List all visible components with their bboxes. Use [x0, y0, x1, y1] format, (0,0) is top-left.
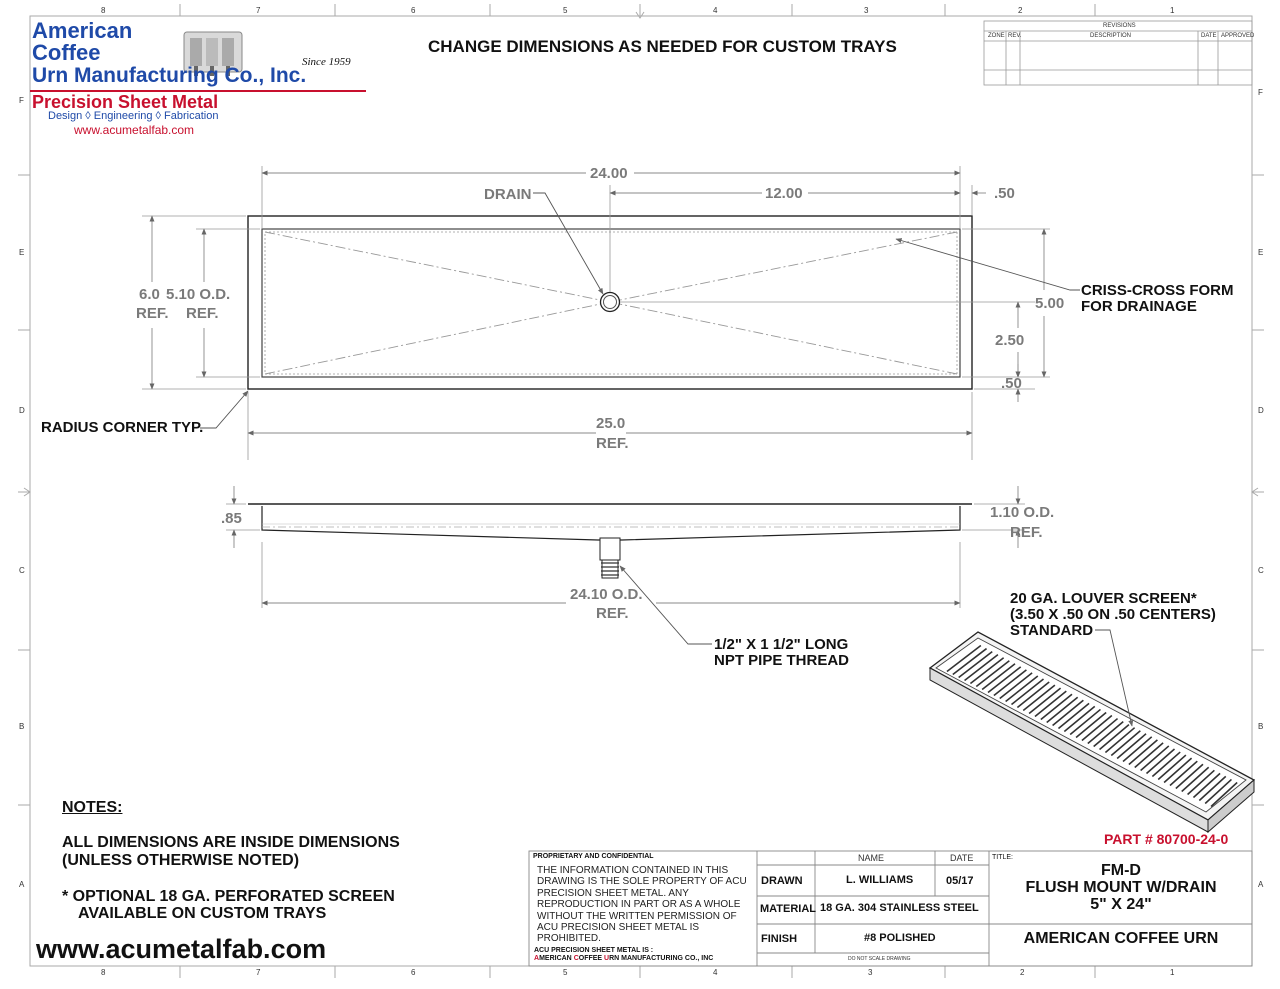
logo-line-urn: Urn Manufacturing Co., Inc.: [32, 64, 307, 87]
acu-letter-c: C: [573, 955, 579, 962]
drawing-title-line1: FM-D: [1101, 862, 1141, 879]
footer-website-link[interactable]: www.acumetalfab.com: [36, 934, 327, 964]
acu-part-1: MERICAN: [539, 955, 574, 962]
date-header: DATE: [950, 853, 974, 863]
border-col-label: 7: [256, 968, 261, 977]
dim-outer-od: 5.10 O.D.: [166, 286, 231, 303]
acu-company: [534, 955, 713, 962]
border-row-label: F: [19, 96, 24, 105]
dim-outer-od-suffix: REF.: [186, 305, 219, 322]
page-title: CHANGE DIMENSIONS AS NEEDED FOR CUSTOM TRAYS: [428, 37, 897, 56]
drain-circle: [601, 293, 620, 312]
revisions-col-header: REV.: [1008, 33, 1022, 39]
company-logo[interactable]: [30, 20, 370, 138]
border-row-label: D: [1258, 406, 1264, 415]
pipe-thread-callout-line1: 1/2" X 1 1/2" LONG: [714, 636, 849, 653]
logo-line-coffee: Coffee: [32, 40, 101, 65]
radius-corner-callout: RADIUS CORNER TYP.: [41, 419, 204, 436]
drain-pipe: [600, 538, 620, 578]
border-row-label: C: [1258, 566, 1264, 575]
crisscross-callout-line2: FOR DRAINAGE: [1081, 298, 1197, 315]
dim-height-ref: 6.0: [139, 286, 160, 303]
proprietary-text: THE INFORMATION CONTAINED IN THIS DRAWING IS THE SOLE PROPERTY OF ACU PRECISION SHEET METAL. ANY REPRODUCTION IN PART OR AS A WHOLE WITHOUT THE WRITTEN PERMISSION OF ACU PRECISION SHEET METAL IS PROHIBITED.: [537, 865, 747, 945]
drawing-title: [990, 862, 1252, 913]
dim-height-ref-suffix: REF.: [136, 305, 169, 322]
dim-length-od: 24.10 O.D.: [570, 586, 643, 603]
logo-services: Design ◊ Engineering ◊ Fabrication: [48, 110, 219, 122]
border-row-label: F: [1258, 88, 1263, 97]
revisions-col-header: DESCRIPTION: [1090, 33, 1132, 39]
border-col-label: 5: [563, 6, 568, 15]
border-col-label: 3: [868, 968, 873, 977]
border-row-label: A: [19, 880, 25, 889]
border-row-label: C: [19, 566, 25, 575]
notes-heading: NOTES:: [62, 799, 123, 816]
border-col-label: 8: [101, 968, 106, 977]
border-col-label: 3: [864, 6, 869, 15]
acu-line: ACU PRECISION SHEET METAL IS :: [534, 947, 654, 954]
title-label: TITLE:: [992, 854, 1014, 861]
dim-drain-center: 2.50: [995, 332, 1025, 349]
note-2-line-1: * OPTIONAL 18 GA. PERFORATED SCREEN: [62, 888, 395, 905]
note-2-line-2: AVAILABLE ON CUSTOM TRAYS: [78, 905, 327, 922]
material-label: MATERIAL: [760, 903, 817, 915]
border-col-label: 4: [713, 6, 718, 15]
drawing-title-line2: FLUSH MOUNT W/DRAIN: [1025, 879, 1217, 896]
dim-half-length: 12.00: [765, 185, 803, 202]
note-1-line-2: (UNLESS OTHERWISE NOTED): [62, 852, 300, 869]
revisions-title: REVISIONS: [1103, 23, 1136, 29]
dim-length-od-suffix: REF.: [596, 605, 629, 622]
do-not-scale-note: DO NOT SCALE DRAWING: [848, 956, 911, 962]
company-name: AMERICAN COFFEE URN: [1023, 930, 1219, 947]
dim-bottom-flange: .50: [1001, 375, 1022, 392]
dim-flange-width: .50: [994, 185, 1015, 202]
border-row-label: B: [19, 722, 25, 731]
dim-od-height: 1.10 O.D.: [990, 504, 1055, 521]
logo-line-american: American: [32, 18, 133, 43]
name-header: NAME: [858, 853, 885, 863]
acu-letter-a: A: [534, 955, 540, 962]
acu-letter-u: U: [604, 955, 610, 962]
border-col-label: 1: [1170, 6, 1175, 15]
proprietary-heading: PROPRIETARY AND CONFIDENTIAL: [533, 853, 654, 860]
border-row-label: D: [19, 406, 25, 415]
pipe-thread-callout-line2: NPT PIPE THREAD: [714, 652, 850, 669]
screen-callout-line3: STANDARD: [1010, 622, 1094, 639]
border-row-label: E: [19, 248, 25, 257]
acu-part-3: RN MANUFACTURING CO., INC: [609, 955, 714, 962]
part-number: PART # 80700-24-0: [1104, 831, 1229, 847]
screen-callout-line1: 20 GA. LOUVER SCREEN*: [1010, 590, 1197, 607]
border-col-label: 7: [256, 6, 261, 15]
dim-inner-height: 5.00: [1035, 295, 1065, 312]
border-col-label: 6: [411, 968, 416, 977]
dim-outer-length: 25.0: [596, 415, 626, 432]
drawing-title-line3: 5" X 24": [1090, 896, 1152, 913]
border-col-label: 8: [101, 6, 106, 15]
revisions-table: [984, 21, 1255, 85]
sheet-border: [18, 4, 1264, 978]
revisions-col-header: APPROVED: [1221, 33, 1255, 39]
screen-callout-line2: (3.50 X .50 ON .50 CENTERS): [1010, 606, 1216, 623]
border-col-label: 6: [411, 6, 416, 15]
border-col-label: 1: [1170, 968, 1175, 977]
finish-value: #8 POLISHED: [864, 932, 936, 944]
acu-part-2: OFFEE: [578, 955, 605, 962]
logo-since: Since 1959: [302, 56, 351, 68]
revisions-col-header: DATE: [1201, 33, 1217, 39]
logo-url-link[interactable]: www.acumetalfab.com: [74, 123, 195, 137]
drawn-name: L. WILLIAMS: [846, 874, 914, 886]
border-row-label: B: [1258, 722, 1264, 731]
note-1-line-1: ALL DIMENSIONS ARE INSIDE DIMENSIONS: [62, 834, 400, 851]
border-col-label: 2: [1018, 6, 1023, 15]
dim-depth: .85: [221, 510, 242, 527]
logo-subtitle: Precision Sheet Metal: [32, 92, 219, 112]
dim-outer-length-suffix: REF.: [596, 435, 629, 452]
drawn-label: DRAWN: [761, 875, 803, 887]
border-col-label: 5: [563, 968, 568, 977]
dim-overall-length: 24.00: [590, 165, 628, 182]
crisscross-callout-line1: CRISS-CROSS FORM: [1081, 282, 1234, 299]
border-row-label: E: [1258, 248, 1264, 257]
drain-label: DRAIN: [484, 186, 532, 203]
louver-screen-illustration: [930, 630, 1254, 832]
border-col-label: 4: [713, 968, 718, 977]
dim-od-height-suffix: REF.: [1010, 524, 1043, 541]
revisions-col-header: ZONE: [988, 33, 1005, 39]
drawn-date: 05/17: [946, 875, 974, 887]
material-value: 18 GA. 304 STAINLESS STEEL: [820, 902, 979, 914]
finish-label: FINISH: [761, 933, 798, 945]
border-row-label: A: [1258, 880, 1264, 889]
border-col-label: 2: [1020, 968, 1025, 977]
